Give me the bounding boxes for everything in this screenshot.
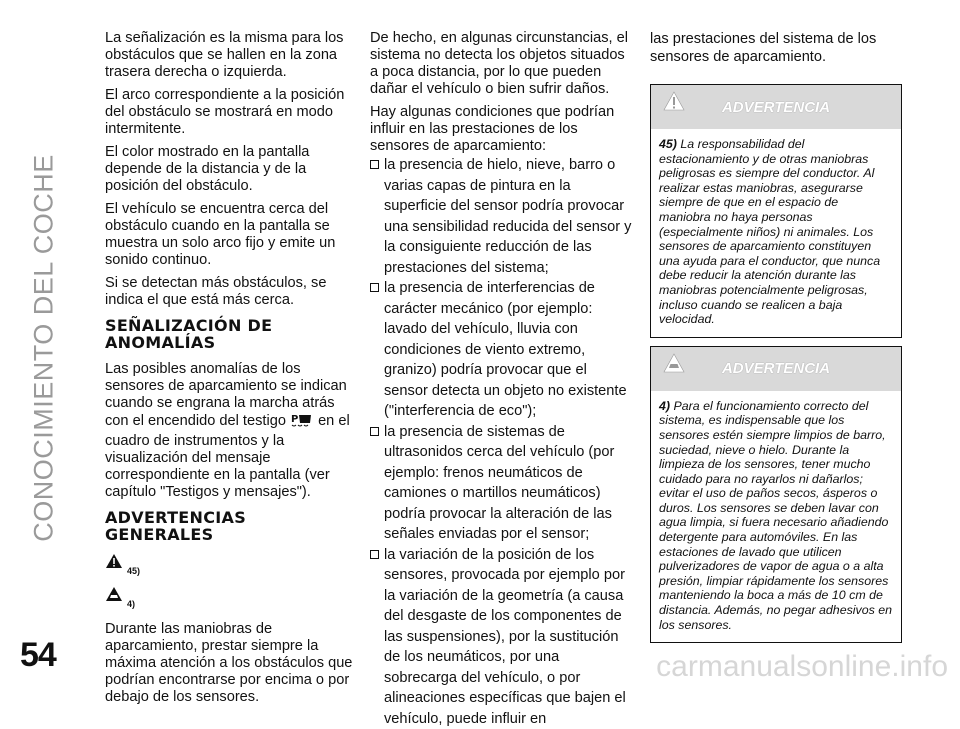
bullet-square-icon <box>370 160 379 169</box>
paragraph: Hay algunas condiciones que podrían influir en las prestaciones de los sensores de aparcamiento: <box>370 104 632 155</box>
caution-reference <box>105 586 357 613</box>
section-side-title: CONOCIMIENTO DEL COCHE <box>29 154 60 542</box>
warning-number: 45) <box>659 137 677 151</box>
section-heading-advertencias: ADVERTENCIAS GENERALES <box>105 509 357 543</box>
paragraph: Durante las maniobras de aparcamiento, prestar siempre la máxima atención a los obstáculos que podrían encontrarse por encima o por debajo de los sensores. <box>105 621 357 706</box>
warning-text: La responsabilidad del estacionamiento y de otras maniobras peligrosas es siempre del conductor. Al realizar estas maniobras, asegurarse siempre de que en el espacio de maniobra no haya personas (especialmente niños) ni animales. Los sensores de aparcamiento constituyen una ayuda para el conductor, que nunca debe reducir la atención durante las maniobras potencialmente peligrosas, incluso cuando se realicen a baja velocidad. <box>659 137 880 326</box>
warning-box-title: ADVERTENCIA <box>722 99 830 116</box>
paragraph: El arco correspondiente a la posición del obstáculo se mostrará en modo intermitente. <box>105 87 357 138</box>
page-number: 54 <box>20 636 56 675</box>
caution-car-icon <box>105 586 123 607</box>
warning-box-body <box>651 129 901 337</box>
svg-text:P: P <box>291 414 298 425</box>
caution-text: Para el funcionamiento correcto del sistema, es indispensable que los sensores estén siempre limpios de barro, suciedad, nieve o hielo. Durante la limpieza de los sensores, tener mucho cuidado para no rayarlos ni dañarlos; evitar el uso de paños secos, ásperos o duros. Los sensores se deben lavar con agua limpia, si fuera necesario añadiendo detergente para automóviles. En las estaciones de lavado que utilicen pulverizadores de vapor de agua o a alta presión, limpiar rápidamente los sensores manteniendo la boca a más de 10 cm de distancia. Además, no pegar adhesivos en los sensores. <box>659 399 892 632</box>
caution-ref-number: 4) <box>127 586 135 613</box>
warning-reference <box>105 553 357 580</box>
warning-triangle-icon <box>663 91 685 116</box>
bullet-square-icon <box>370 283 379 292</box>
column-2 <box>370 30 632 729</box>
column-1 <box>105 30 357 712</box>
caution-box-header <box>651 347 901 391</box>
warning-triangle-icon <box>105 553 123 574</box>
caution-number: 4) <box>659 399 670 413</box>
paragraph: El vehículo se encuentra cerca del obstáculo cuando en la pantalla se muestra un solo arco fijo y emite un sonido continuo. <box>105 201 357 269</box>
warning-ref-number: 45) <box>127 553 140 580</box>
caution-box-body <box>651 391 901 643</box>
bullet-item: la presencia de sistemas de ultrasonidos cerca del vehículo (por ejemplo: frenos neumáticos de camiones o martillos neumáticos) podría provocar la alteración de las señales enviadas por el sensor; <box>370 422 632 545</box>
paragraph: Si se detectan más obstáculos, se indica el que está más cerca. <box>105 275 357 309</box>
paragraph: El color mostrado en la pantalla depende de la distancia y de la posición del obstáculo. <box>105 144 357 195</box>
parking-sensor-warning-icon <box>290 412 314 433</box>
paragraph-text: en el cuadro de instrumentos y la visualización del mensaje correspondiente en la pantalla (ver capítulo "Testigos y mensajes"). <box>105 413 350 500</box>
paragraph: La señalización es la misma para los obstáculos que se hallen en la zona trasera derecha o izquierda. <box>105 30 357 81</box>
warning-box-header <box>651 85 901 129</box>
warning-box <box>650 84 902 338</box>
caution-box <box>650 346 902 644</box>
bullet-item: la presencia de hielo, nieve, barro o varias capas de pintura en la superficie del sensor podría provocar una sensibilidad reducida del sensor y la consiguiente reducción de las prestaciones del sistema; <box>370 155 632 278</box>
column-3 <box>650 30 902 643</box>
bullet-square-icon <box>370 427 379 436</box>
bullet-square-icon <box>370 550 379 559</box>
watermark: carmanualsonline.info <box>656 650 948 684</box>
caution-box-title: ADVERTENCIA <box>722 360 830 377</box>
paragraph <box>105 361 357 501</box>
section-heading-anomalias: SEÑALIZACIÓN DE ANOMALÍAS <box>105 317 357 351</box>
paragraph: las prestaciones del sistema de los sensores de aparcamiento. <box>650 30 902 66</box>
caution-car-icon <box>663 353 685 378</box>
bullet-item: la variación de la posición de los sensores, provocada por ejemplo por la variación de la geometría (a causa del desgaste de los componentes de las suspensiones), por la sustitución de los neumáticos, por una sobrecarga del vehículo, o por alineaciones específicas que bajen el vehículo, puede influir en <box>370 545 632 729</box>
paragraph: De hecho, en algunas circunstancias, el sistema no detecta los objetos situados a poca distancia, por lo que pueden dañar el vehículo o bien sufrir daños. <box>370 30 632 98</box>
paragraph-text: Las posibles anomalías de los sensores de aparcamiento se indican cuando se engrana la marcha atrás con el encendido del testigo <box>105 361 347 429</box>
bullet-item: la presencia de interferencias de carácter mecánico (por ejemplo: lavado del vehículo, lluvia con condiciones de viento extremo, granizo) podría provocar que el sensor detecta un objeto no existente ("interferencia de eco"); <box>370 278 632 422</box>
